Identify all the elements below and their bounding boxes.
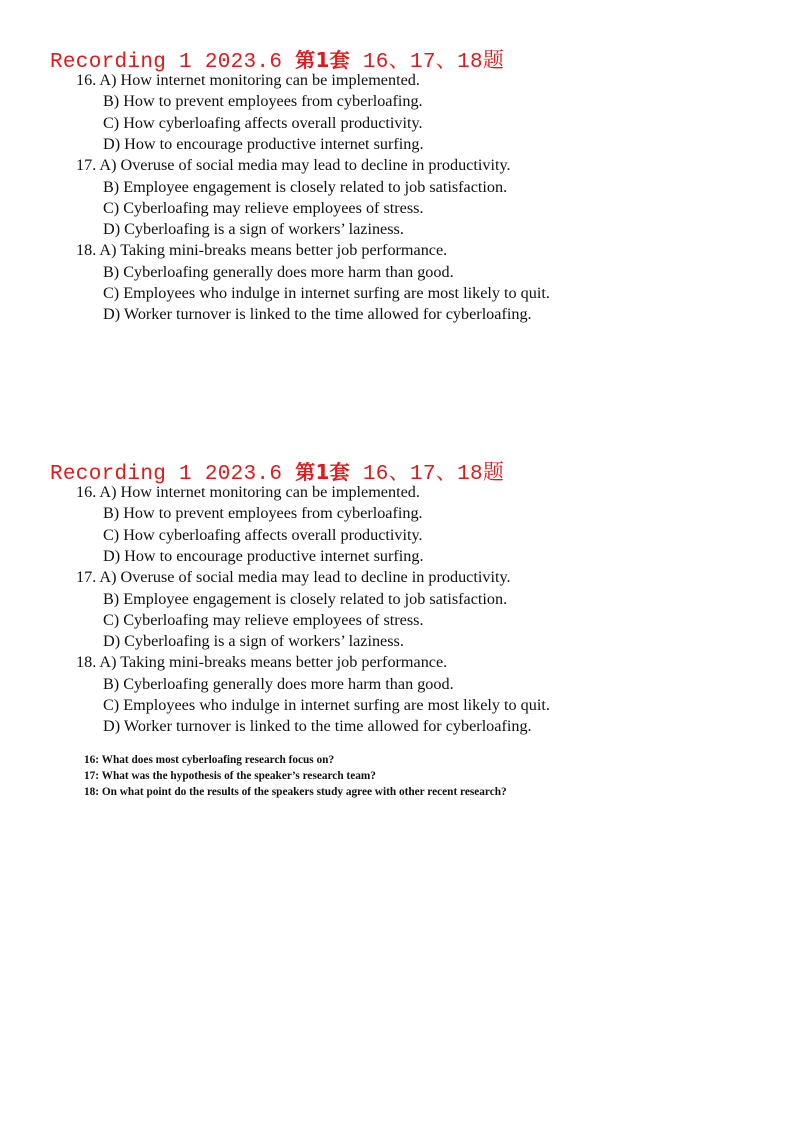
question-18-option-d bbox=[103, 304, 532, 324]
question-17-option-a bbox=[76, 155, 511, 175]
question-17-option-b bbox=[103, 177, 507, 197]
question-18-option-b bbox=[103, 262, 454, 282]
question-17-option-c bbox=[103, 610, 424, 630]
question-17-option-c bbox=[103, 198, 424, 218]
option-text: C) Employees who indulge in internet surfing are most likely to quit. bbox=[103, 284, 550, 302]
option-text: A) Overuse of social media may lead to decline in productivity. bbox=[99, 568, 511, 587]
option-text: D) Worker turnover is linked to the time allowed for cyberloafing. bbox=[103, 717, 532, 736]
question-17-option-a bbox=[76, 567, 511, 587]
option-text: C) How cyberloafing affects overall productivity. bbox=[103, 113, 423, 132]
option-text: A) How internet monitoring can be implemented. bbox=[99, 71, 420, 89]
heading-question-range: 16、17、18题 bbox=[349, 51, 505, 74]
question-18-option-d bbox=[103, 716, 532, 736]
question-number: 18. bbox=[76, 653, 97, 672]
option-text: A) Taking mini-breaks means better job performance. bbox=[99, 653, 448, 672]
question-16-option-d bbox=[103, 546, 424, 566]
question-17-option-b bbox=[103, 589, 507, 609]
option-text: A) How internet monitoring can be implemented. bbox=[99, 483, 420, 501]
option-text: D) Cyberloafing is a sign of workers’ laziness. bbox=[103, 632, 404, 651]
question-16-option-c bbox=[103, 113, 423, 133]
option-text: C) Cyberloafing may relieve employees of stress. bbox=[103, 198, 424, 217]
question-18-option-a bbox=[76, 652, 447, 672]
question-16-option-c bbox=[103, 525, 423, 545]
question-17-option-d bbox=[103, 219, 404, 239]
heading-set-label: 第1套 bbox=[295, 460, 350, 484]
heading-prefix: Recording 1 2023.6 bbox=[50, 463, 296, 486]
option-text: B) Cyberloafing generally does more harm than good. bbox=[103, 262, 454, 281]
question-17-option-d bbox=[103, 631, 404, 651]
note-question-18: 18: On what point do the results of the speakers study agree with other recent research? bbox=[84, 786, 507, 798]
option-text: B) Cyberloafing generally does more harm than good. bbox=[103, 674, 454, 693]
option-text: A) Overuse of social media may lead to decline in productivity. bbox=[99, 156, 511, 175]
question-number: 16. bbox=[76, 71, 97, 89]
option-text: B) Employee engagement is closely related to job satisfaction. bbox=[103, 589, 508, 608]
heading-prefix: Recording 1 2023.6 bbox=[50, 51, 296, 74]
question-18-option-a bbox=[76, 240, 447, 260]
question-16-option-b bbox=[103, 503, 423, 523]
question-18-option-c bbox=[103, 695, 550, 715]
question-16-option-b bbox=[103, 91, 423, 111]
question-16-option-a bbox=[76, 482, 420, 502]
option-text: D) Worker turnover is linked to the time allowed for cyberloafing. bbox=[103, 305, 532, 324]
question-16-option-d bbox=[103, 134, 424, 154]
note-question-17: 17: What was the hypothesis of the speaker’s research team? bbox=[84, 770, 376, 782]
option-text: C) How cyberloafing affects overall productivity. bbox=[103, 525, 423, 544]
question-number: 17. bbox=[76, 156, 97, 175]
question-16-option-a bbox=[76, 70, 420, 90]
option-text: B) How to prevent employees from cyberloafing. bbox=[103, 504, 423, 523]
option-text: D) How to encourage productive internet surfing. bbox=[103, 134, 424, 153]
option-text: C) Employees who indulge in internet surfing are most likely to quit. bbox=[103, 696, 550, 714]
question-notes bbox=[84, 752, 604, 800]
heading-question-range: 16、17、18题 bbox=[349, 463, 505, 486]
question-number: 16. bbox=[76, 483, 97, 501]
option-text: B) Employee engagement is closely related to job satisfaction. bbox=[103, 177, 508, 196]
question-18-option-c bbox=[103, 283, 550, 303]
option-text: D) Cyberloafing is a sign of workers’ laziness. bbox=[103, 220, 404, 239]
heading-set-label: 第1套 bbox=[295, 48, 350, 72]
option-text: B) How to prevent employees from cyberloafing. bbox=[103, 92, 423, 111]
question-number: 17. bbox=[76, 568, 97, 587]
option-text: C) Cyberloafing may relieve employees of stress. bbox=[103, 610, 424, 629]
question-18-option-b bbox=[103, 674, 454, 694]
question-number: 18. bbox=[76, 241, 97, 260]
note-question-16: 16: What does most cyberloafing research focus on? bbox=[84, 754, 335, 766]
option-text: D) How to encourage productive internet surfing. bbox=[103, 546, 424, 565]
option-text: A) Taking mini-breaks means better job performance. bbox=[99, 241, 448, 260]
